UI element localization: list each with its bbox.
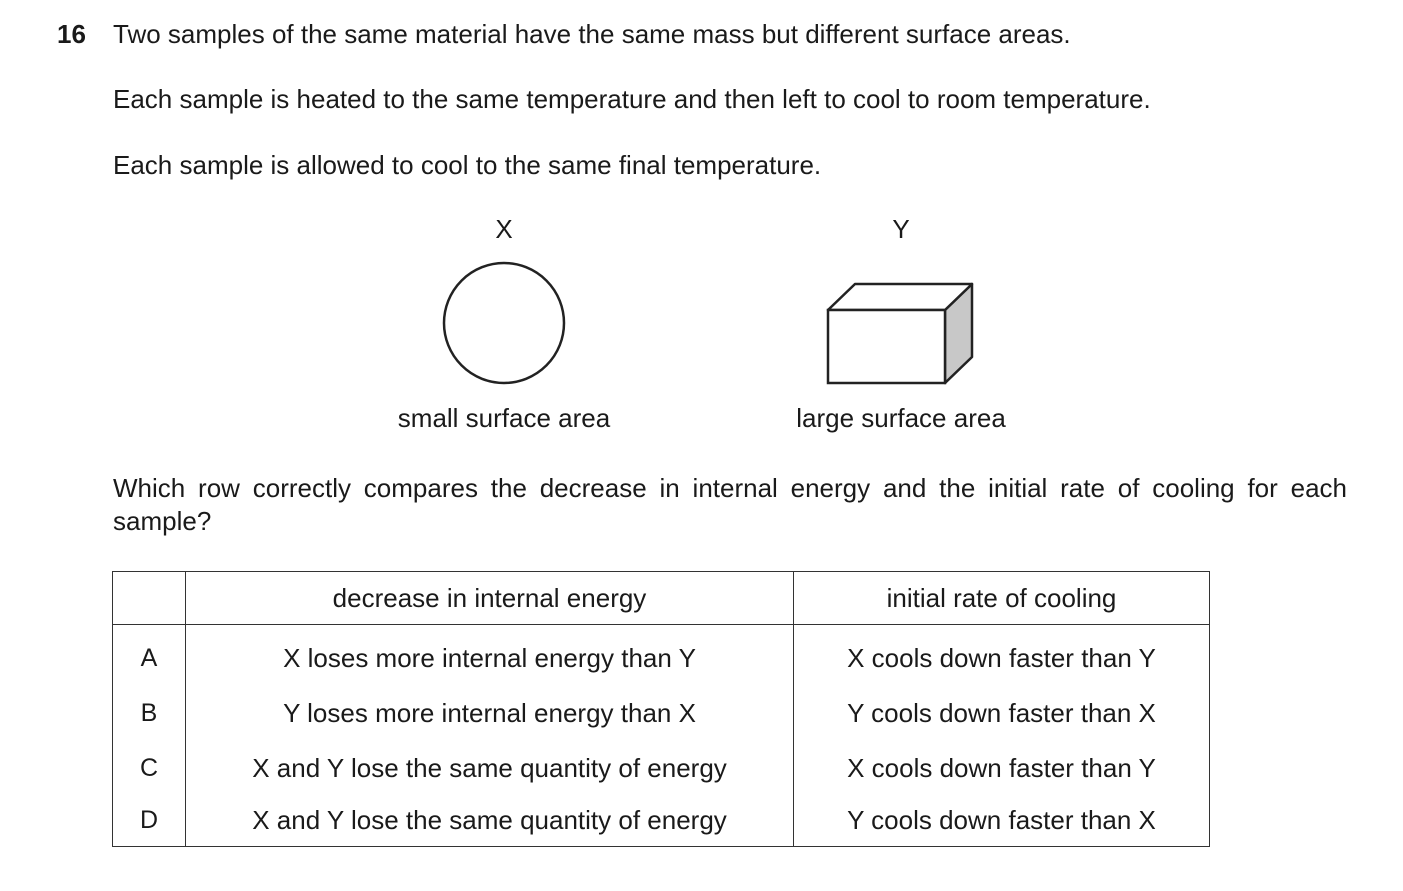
option-energy: X loses more internal energy than Y xyxy=(186,625,794,686)
option-energy: X and Y lose the same quantity of energy xyxy=(186,741,794,796)
option-energy: Y loses more internal energy than X xyxy=(186,686,794,741)
sphere-diagram xyxy=(440,259,570,387)
option-rate: X cools down faster than Y xyxy=(794,625,1210,686)
cuboid-top-face xyxy=(828,284,972,310)
question-number: 16 xyxy=(57,19,86,49)
option-rate: Y cools down faster than X xyxy=(794,686,1210,741)
table-row xyxy=(113,625,1210,686)
question-line-3: Each sample is allowed to cool to the same final temperature. xyxy=(113,150,822,180)
option-rate: Y cools down faster than X xyxy=(794,796,1210,847)
question-prompt: Which row correctly compares the decrease in internal energy and the initial rate of cooling for each sample? xyxy=(113,473,1347,536)
table-row xyxy=(113,686,1210,741)
option-letter: D xyxy=(113,796,186,847)
sample-x-caption: small surface area xyxy=(397,403,611,433)
table-header-row xyxy=(113,572,1210,625)
option-letter: C xyxy=(113,741,186,796)
sample-y-caption: large surface area xyxy=(796,403,1006,433)
option-letter: B xyxy=(113,686,186,741)
answer-table xyxy=(112,571,1210,847)
option-rate: X cools down faster than Y xyxy=(794,741,1210,796)
option-letter: A xyxy=(113,625,186,686)
sample-y-label: Y xyxy=(892,214,910,244)
sample-x-label: X xyxy=(495,214,513,244)
cuboid-front-face xyxy=(828,310,945,383)
header-letter xyxy=(113,572,186,625)
cuboid-diagram xyxy=(824,280,976,388)
table-row xyxy=(113,741,1210,796)
sphere-outline xyxy=(444,263,564,383)
question-line-2: Each sample is heated to the same temperature and then left to cool to room temperature. xyxy=(113,84,1151,114)
option-energy: X and Y lose the same quantity of energy xyxy=(186,796,794,847)
question-line-1: Two samples of the same material have the same mass but different surface areas. xyxy=(113,19,1071,49)
table-row xyxy=(113,796,1210,847)
header-energy: decrease in internal energy xyxy=(186,572,794,625)
header-rate: initial rate of cooling xyxy=(794,572,1210,625)
